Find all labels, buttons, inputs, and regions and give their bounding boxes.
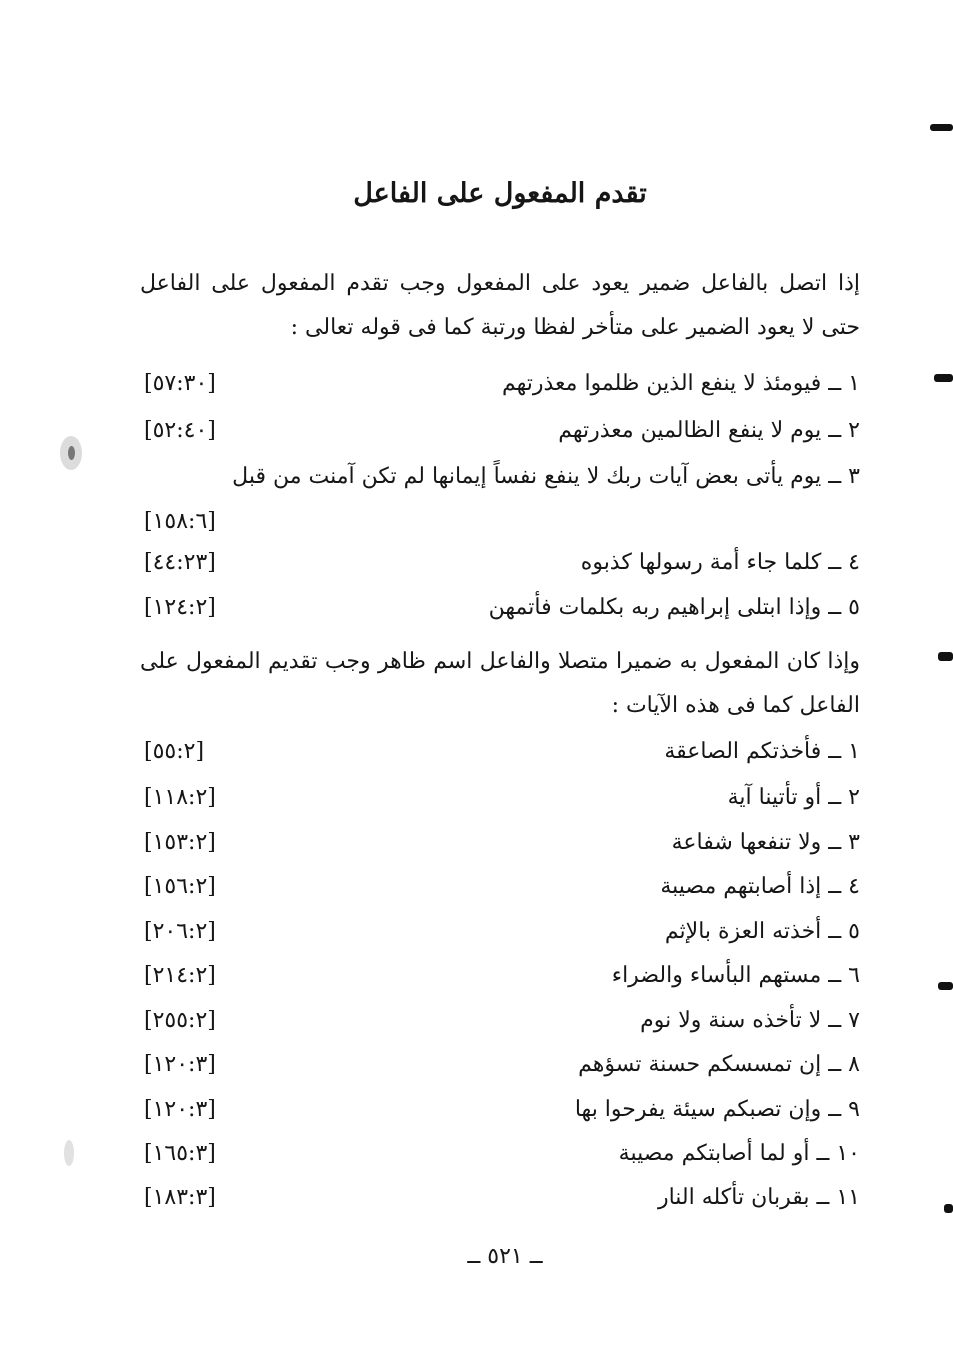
verse-text: ٥ ــ أخذته العزة بالإثم xyxy=(664,919,860,944)
verse-text: ٧ ــ لا تأخذه سنة ولا نوم xyxy=(640,1008,860,1033)
verse-reference: [٤٤:٢٣] xyxy=(144,550,216,575)
list-item xyxy=(140,409,860,453)
list-item xyxy=(140,865,860,909)
verse-text: ١١ ــ بقربان تأكله النار xyxy=(657,1185,860,1210)
verse-reference: [٢٥٥:٢] xyxy=(144,1008,216,1033)
list-item xyxy=(140,1176,860,1220)
verse-text: ٤ ــ إذا أصابتهم مصيبة xyxy=(660,874,860,899)
verse-text: ٢ ــ أو تأتينا آية xyxy=(727,785,860,810)
verse-reference: [١١٨:٢] xyxy=(144,785,216,810)
verse-text: ٣ ــ ولا تنفعها شفاعة xyxy=(671,830,860,855)
scan-mark xyxy=(938,982,953,990)
verse-reference: [١٥٣:٢] xyxy=(144,830,216,855)
list-item xyxy=(140,1132,860,1176)
verse-reference: [١٥٨:٦] xyxy=(144,509,216,534)
list-item xyxy=(140,455,860,499)
page-title: تقدم المفعول على الفاعل xyxy=(353,178,647,209)
scan-mark xyxy=(930,124,953,131)
verse-reference: [٥٢:٤٠] xyxy=(144,418,216,443)
verse-reference: [٥٧:٣٠] xyxy=(144,371,216,396)
verse-reference: [١٢٤:٢] xyxy=(144,595,216,620)
page-number: ــ ٥٢١ ــ xyxy=(467,1244,543,1269)
list-item xyxy=(140,954,860,998)
verse-text: ٢ ــ يوم لا ينفع الظالمين معذرتهم xyxy=(558,418,860,443)
list-item xyxy=(140,999,860,1043)
list-item xyxy=(140,586,860,630)
verse-reference: [١٢٠:٣] xyxy=(144,1097,216,1122)
verse-text: ٤ ــ كلما جاء أمة رسولها كذبوه xyxy=(580,550,860,575)
verse-reference: [١٨٣:٣] xyxy=(144,1185,216,1210)
list-item xyxy=(140,1043,860,1087)
section1-intro: إذا اتصل بالفاعل ضمير يعود على المفعول وجب تقدم المفعول على الفاعل حتى لا يعود الضمير على متأخر لفظا ورتبة كما فى قوله تعالى : xyxy=(140,271,860,340)
list-item xyxy=(140,730,860,774)
list-item xyxy=(140,910,860,954)
verse-text: ٨ ــ إن تمسسكم حسنة تسؤهم xyxy=(578,1052,860,1077)
verse-text: ٥ ــ وإذا ابتلى إبراهيم ربه بكلمات فأتمهن xyxy=(488,595,860,620)
verse-text: ٦ ــ مستهم البأساء والضراء xyxy=(611,963,860,988)
list-item xyxy=(140,821,860,865)
verse-text: ١ ــ فأخذتكم الصاعقة xyxy=(664,739,860,764)
verse-reference: [١٢٠:٣] xyxy=(144,1052,216,1077)
verse-reference: [٢٠٦:٢] xyxy=(144,919,216,944)
list-item xyxy=(140,1088,860,1132)
verse-reference: [٥٥:٢] xyxy=(144,739,205,764)
list-item xyxy=(140,776,860,820)
scan-speck xyxy=(68,446,75,460)
section2-intro: وإذا كان المفعول به ضميرا متصلا والفاعل اسم ظاهر وجب تقديم المفعول على الفاعل كما فى هذه الآيات : xyxy=(140,649,860,718)
list-item xyxy=(140,362,860,406)
scan-mark xyxy=(938,652,953,661)
verse-reference: [١٥٦:٢] xyxy=(144,874,216,899)
verse-reference: [١٦٥:٣] xyxy=(144,1141,216,1166)
scan-speck xyxy=(64,1140,74,1166)
verse-text: ٣ ــ يوم يأتى بعض آيات ربك لا ينفع نفساً إيمانها لم تكن آمنت من قبل xyxy=(232,464,860,489)
list-item xyxy=(140,541,860,585)
scan-mark xyxy=(944,1204,953,1213)
verse-text: ٩ ــ وإن تصبكم سيئة يفرحوا بها xyxy=(574,1097,860,1122)
scan-mark xyxy=(934,374,953,382)
verse-text: ١ ــ فيومئذ لا ينفع الذين ظلموا معذرتهم xyxy=(501,371,860,396)
verse-reference: [٢١٤:٢] xyxy=(144,963,216,988)
verse-text: ١٠ ــ أو لما أصابتكم مصيبة xyxy=(618,1141,860,1166)
